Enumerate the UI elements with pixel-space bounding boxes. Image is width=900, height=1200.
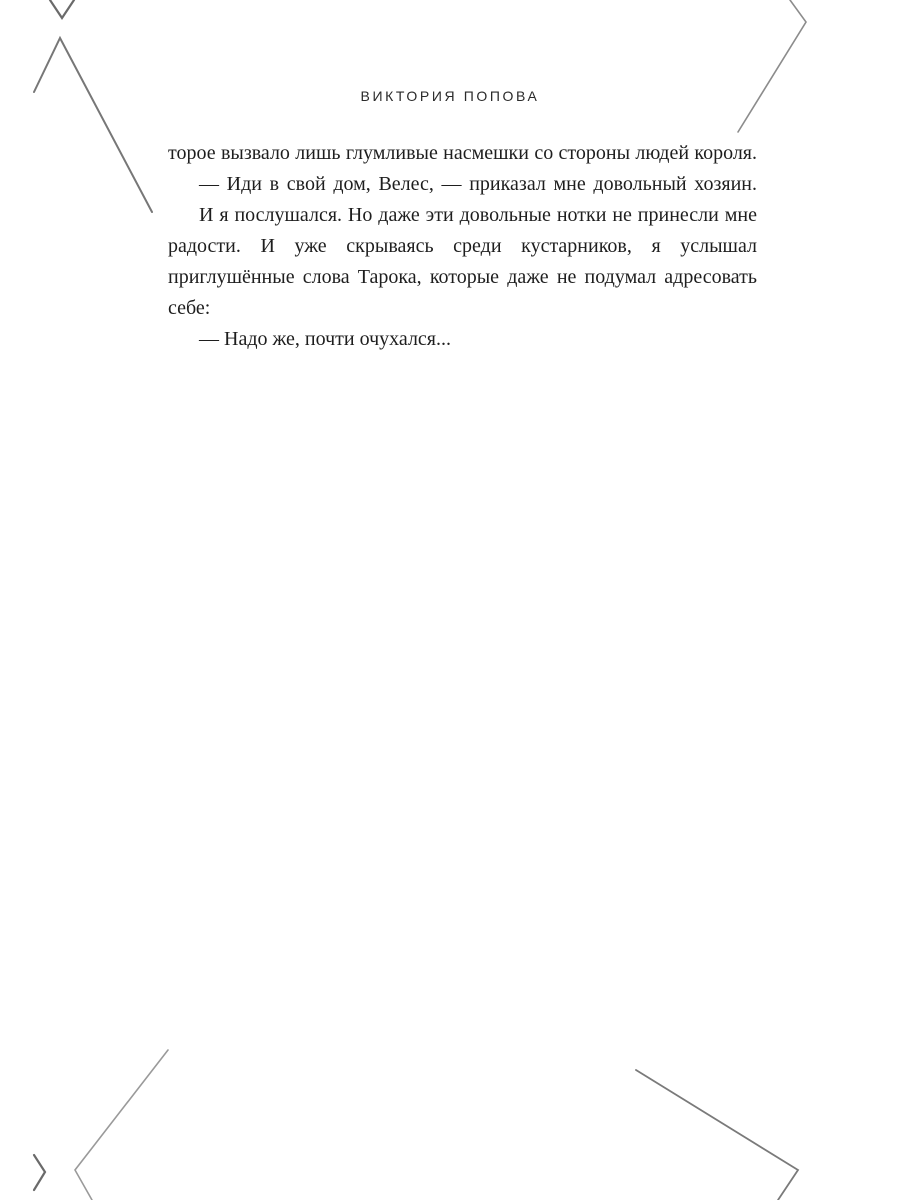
- bottom-left-chevron-line: [34, 1155, 45, 1190]
- bottom-left-diagonal-line: [75, 1050, 168, 1200]
- paragraph-2: — Иди в свой дом, Велес, — приказал мне довольный хозяин.: [199, 173, 757, 195]
- paragraph-1: торое вызвало лишь глумливые насмешки со стороны людей короля.: [168, 142, 757, 164]
- bottom-right-diagonal-line: [636, 1070, 798, 1200]
- page-body-text: [168, 138, 757, 355]
- top-left-chevron-line: [50, 0, 74, 18]
- running-head-author: ВИКТОРИЯ ПОПОВА: [360, 88, 540, 104]
- paragraph-4: — Надо же, почти очухался...: [199, 328, 452, 350]
- top-left-diagonal-line: [34, 38, 152, 212]
- top-right-chevron-line: [738, 0, 806, 132]
- paragraph-3: И я послушался. Но даже эти довольные нотки не принесли мне радости. И уже скрываясь среди кустарников, я услышал приглушённые слова Тарока, которые даже не подумал адресовать себе:: [168, 204, 757, 319]
